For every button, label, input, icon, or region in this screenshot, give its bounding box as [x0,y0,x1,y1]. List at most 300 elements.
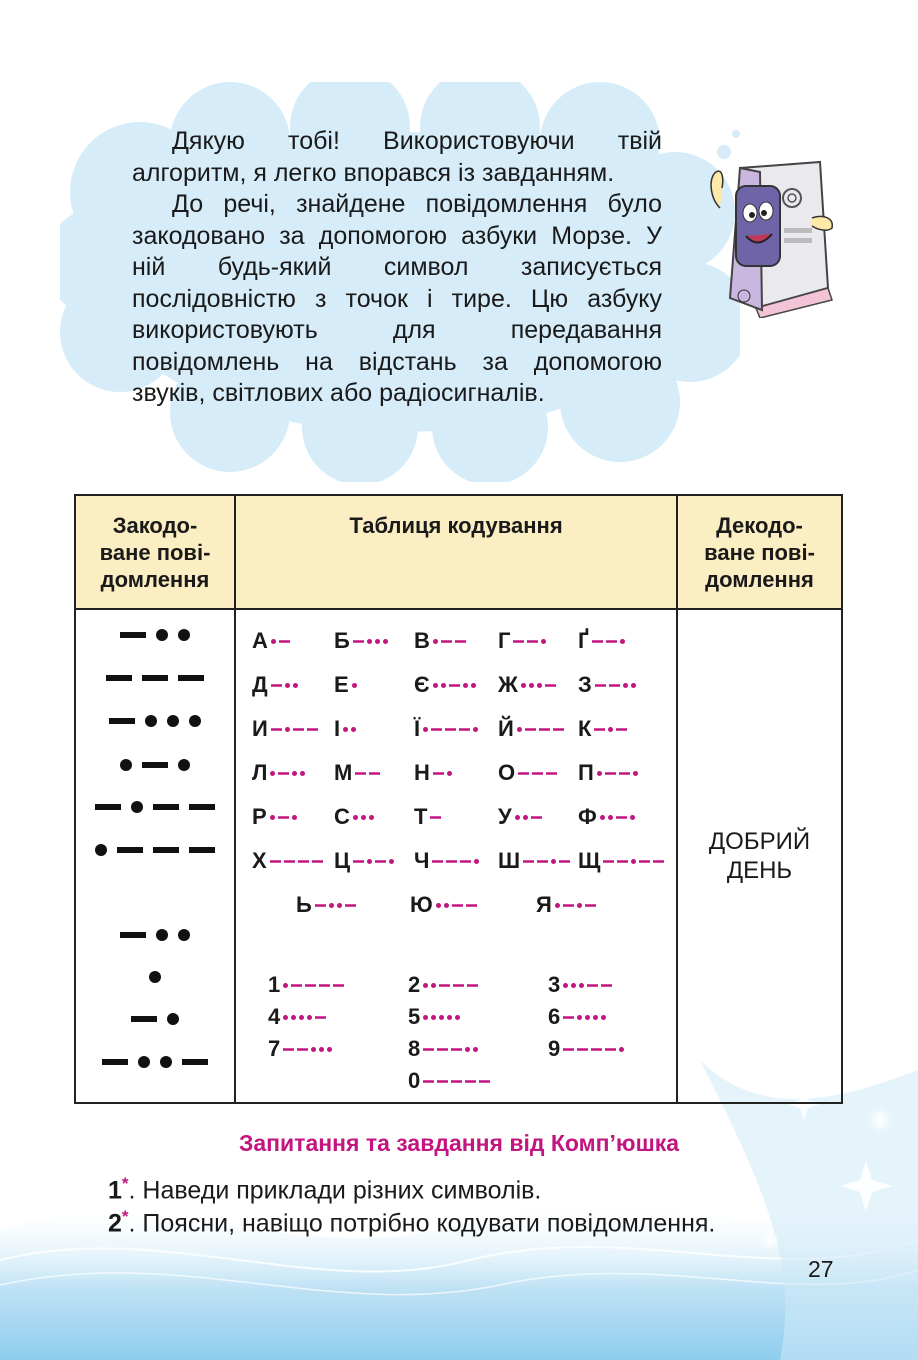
morse-code-marks [149,970,161,984]
symbol-label: Ї [414,716,421,741]
morse-dash [465,1080,476,1083]
letter-code [578,626,625,656]
symbol-label: 3 [548,972,561,997]
morse-dash [333,984,344,987]
letter-code [578,802,635,832]
symbol-label: Й [498,716,514,741]
morse-dash [563,1016,574,1019]
letter-code [498,670,556,700]
symbol-label: Р [252,804,267,829]
morse-dash [423,1080,434,1083]
morse-code-marks [120,628,190,642]
morse-dot [619,1047,624,1052]
morse-dot [285,683,290,688]
morse-dot [447,771,452,776]
morse-code-marks [353,814,374,821]
morse-dot [351,727,356,732]
morse-dash [284,860,295,863]
morse-dot [160,1056,172,1068]
morse-dash [525,728,536,731]
morse-dot [431,1015,436,1020]
symbol-label: 6 [548,1004,561,1029]
letter-code [498,758,557,788]
encoded-symbol [76,843,234,873]
morse-code-marks [270,814,297,821]
letter-code [410,890,477,920]
morse-dash [616,728,627,731]
morse-code-marks [120,758,190,772]
morse-dot [369,815,374,820]
morse-dot [608,815,613,820]
symbol-label: Ь [296,892,312,917]
morse-dot [455,1015,460,1020]
morse-code-marks [423,726,478,733]
morse-dot [563,983,568,988]
morse-dash [639,860,650,863]
morse-code-marks [102,1055,208,1069]
morse-dot [283,1015,288,1020]
morse-dash [459,728,470,731]
question-number: 2 [108,1209,122,1238]
letter-code [536,890,596,920]
morse-dash [117,847,143,853]
morse-dash [653,860,664,863]
symbol-label: Ч [414,848,430,873]
morse-dot [375,639,380,644]
symbol-label: П [578,760,594,785]
morse-dot [537,683,542,688]
morse-dash [513,640,524,643]
morse-code-marks [592,638,625,645]
header-decoded-line: домлення [705,567,814,592]
morse-dash [437,1048,448,1051]
morse-dot [523,815,528,820]
morse-dot [361,815,366,820]
morse-dash [537,860,548,863]
morse-dot [433,639,438,644]
morse-dot [474,859,479,864]
morse-dot [601,1015,606,1020]
morse-dash [432,860,443,863]
morse-code-marks [423,1046,478,1053]
morse-dash [559,860,570,863]
morse-code-marks [436,902,477,909]
morse-dot [433,683,438,688]
symbol-label: У [498,804,512,829]
morse-dot [307,1015,312,1020]
morse-code-marks [353,638,388,645]
digit-code [268,970,344,1000]
morse-code-marks [95,800,215,814]
encoded-symbol [76,800,234,830]
letter-code [252,758,305,788]
morse-dash [270,860,281,863]
morse-dash [445,728,456,731]
encoded-symbol [76,1012,234,1042]
symbol-label: Н [414,760,430,785]
morse-dot [439,1015,444,1020]
decoded-message-cell [677,609,842,1103]
morse-dash [467,984,478,987]
morse-dash [553,728,564,731]
computer-mascot-icon [700,158,840,318]
morse-dot [444,903,449,908]
morse-code-marks [423,982,478,989]
morse-dash [120,632,146,638]
morse-dash [451,1080,462,1083]
morse-dash [102,1059,128,1065]
morse-code-marks [517,726,564,733]
symbol-label: Ю [410,892,433,917]
symbol-label: О [498,760,516,785]
digit-code [408,1066,490,1096]
morse-dash [319,984,330,987]
morse-dot [465,1047,470,1052]
morse-dot [555,903,560,908]
morse-dash [439,984,450,987]
page-number: 27 [808,1256,834,1282]
symbol-label: Ж [498,672,518,697]
letter-code [334,846,394,876]
morse-dash [585,904,596,907]
morse-dot [551,859,556,864]
symbol-label: 8 [408,1036,421,1061]
morse-dash [453,984,464,987]
symbol-label: С [334,804,350,829]
encoded-symbol [76,758,234,788]
decoded-line-2: ДЕНЬ [726,857,793,884]
morse-dot [270,815,275,820]
morse-dash [619,772,630,775]
letter-code [414,626,466,656]
morse-dash [523,860,534,863]
morse-dash [271,728,282,731]
morse-code-marks [315,902,356,909]
question-1 [108,1174,541,1205]
morse-dash [278,772,289,775]
morse-code-marks [423,1078,490,1085]
morse-dash [430,816,441,819]
morse-dash [355,772,366,775]
morse-dash [451,1048,462,1051]
letter-code [578,714,627,744]
morse-code-marks [555,902,596,909]
morse-dot [423,1015,428,1020]
morse-dot [631,859,636,864]
morse-dot [473,727,478,732]
letter-code [578,670,636,700]
morse-code-marks [95,843,215,857]
morse-code-marks [513,638,546,645]
morse-dot [293,683,298,688]
morse-dot [178,929,190,941]
morse-dash [345,904,356,907]
header-decoded-line: ване пові- [704,540,815,565]
header-encoded-line: ване пові- [99,540,211,565]
letter-code [414,846,479,876]
letter-code [498,626,546,656]
morse-code-marks [283,982,344,989]
morse-dot [291,1015,296,1020]
morse-dash [595,684,606,687]
morse-dash [375,860,386,863]
morse-dot [337,903,342,908]
symbol-label: Т [414,804,428,829]
morse-dash [109,718,135,724]
morse-code-marks [594,726,627,733]
morse-dash [312,860,323,863]
morse-dash [449,684,460,687]
letter-code [334,670,357,700]
morse-dash [106,675,132,681]
morse-dash [532,772,543,775]
letter-code [498,802,542,832]
morse-code-marks [352,682,357,689]
morse-dash [189,847,215,853]
symbol-label: А [252,628,268,653]
morse-dash [601,984,612,987]
morse-code-marks [283,1046,332,1053]
letter-code [334,758,380,788]
morse-dot [623,683,628,688]
morse-code-marks [120,928,190,942]
morse-dash [120,932,146,938]
morse-dot [156,629,168,641]
morse-dash [279,640,290,643]
speech-paragraph-1: Дякую тобі! Використовуючи твій алгоритм, я легко впорався із завданням. [132,127,662,187]
morse-dot [271,639,276,644]
morse-dash [189,804,215,810]
morse-dash [617,860,628,863]
question-1-text [129,1176,542,1204]
digit-code [268,1002,326,1032]
morse-dot [367,639,372,644]
letter-code [252,846,323,876]
morse-dot [471,683,476,688]
morse-dash [131,1016,157,1022]
header-decoded-line: Декодо- [716,513,803,538]
symbol-label: 5 [408,1004,421,1029]
morse-code-marks [270,858,323,865]
morse-code-marks [432,858,479,865]
morse-dash [545,684,556,687]
morse-dash [606,640,617,643]
symbol-label: Є [414,672,430,697]
morse-dot [441,683,446,688]
morse-dash [291,984,302,987]
morse-dot [300,771,305,776]
morse-dot [473,1047,478,1052]
morse-code-marks [353,858,394,865]
morse-dot [167,1013,179,1025]
morse-dot [423,727,428,732]
morse-dot [178,759,190,771]
morse-dash [315,1016,326,1019]
morse-dash [616,816,627,819]
symbol-label: Л [252,760,268,785]
morse-dot [292,815,297,820]
morse-dash [592,640,603,643]
symbol-label: М [334,760,353,785]
coding-table-cell [235,609,677,1103]
morse-dot [270,771,275,776]
morse-dash [353,640,364,643]
morse-code-marks [271,682,298,689]
morse-dot [367,859,372,864]
morse-dash [452,904,463,907]
header-encoded-line: Закодо- [112,513,198,538]
morse-dash [431,728,442,731]
morse-dot [299,1015,304,1020]
morse-dot [447,1015,452,1020]
morse-dash [283,1048,294,1051]
morse-code-marks [433,638,466,645]
morse-dot [145,715,157,727]
morse-dash [305,984,316,987]
morse-dash [437,1080,448,1083]
morse-dot [630,815,635,820]
morse-dot [343,727,348,732]
morse-code-marks [106,671,204,685]
morse-code-marks [521,682,556,689]
morse-dot [319,1047,324,1052]
morse-dot [353,815,358,820]
morse-dash [142,762,168,768]
morse-code-marks [355,770,380,777]
morse-dash [297,1048,308,1051]
morse-code-marks [109,714,201,728]
morse-dot [541,639,546,644]
morse-dash [271,684,282,687]
morse-dash [460,860,471,863]
morse-dash [455,640,466,643]
morse-dot [120,759,132,771]
morse-dash [609,684,620,687]
morse-dot [521,683,526,688]
symbol-label: Ц [334,848,351,873]
question-number: 1 [108,1176,122,1205]
morse-dash [577,1048,588,1051]
morse-code-marks [283,1014,326,1021]
morse-dash [605,772,616,775]
symbol-label: 4 [268,1004,281,1029]
symbol-label: Х [252,848,267,873]
speech-text [132,126,662,410]
digit-code [548,1002,606,1032]
question-text: . Наведи приклади різних символів. [128,1176,542,1205]
encoded-symbol [76,970,234,1000]
morse-dot [189,715,201,727]
header-coding-table-label: Таблиця кодування [349,513,563,538]
morse-code-marks [597,770,638,777]
header-coding-table [235,495,677,609]
morse-dot [577,1015,582,1020]
letter-code [334,714,356,744]
symbol-label: Б [334,628,350,653]
symbol-label: І [334,716,341,741]
digit-code [408,1034,478,1064]
morse-dot [327,1047,332,1052]
digit-code [268,1034,332,1064]
morse-dot [329,903,334,908]
morse-code-marks [595,682,636,689]
digit-code [408,1002,460,1032]
morse-code-marks [515,814,542,821]
encoded-symbol [76,628,234,658]
symbol-label: Е [334,672,349,697]
symbol-label: 2 [408,972,421,997]
morse-dash [539,728,550,731]
symbol-label: З [578,672,592,697]
questions-title: Запитання та завдання від Комп’юшка [238,1130,680,1156]
digit-code [548,1034,624,1064]
encoded-message-cell [75,609,235,1103]
question-text: . Поясни, навіщо потрібно кодувати повідомлення. [128,1209,716,1238]
morse-dot [577,903,582,908]
morse-dash [178,675,204,681]
letter-code [414,802,441,832]
letter-code [414,670,476,700]
morse-dash [298,860,309,863]
morse-dot [463,683,468,688]
symbol-label: Д [252,672,268,697]
encoded-symbol [76,714,234,744]
morse-dot [517,727,522,732]
morse-code-marks [563,1046,624,1053]
speech-paragraph-2: До речі, знайдене повідомлення було закодовано за допомогою азбуки Морзе. У ній будь-який символ записується послідовністю з точок і тире. Цю азбуку використовують для передавання повідомлень на відстань за допомогою звуків, світлових або радіосигналів. [132,190,662,407]
morse-dash [563,1048,574,1051]
morse-dot [178,629,190,641]
symbol-label: Ш [498,848,521,873]
letter-code [296,890,356,920]
morse-dot [529,683,534,688]
morse-dash [95,804,121,810]
morse-dot [389,859,394,864]
morse-dash [466,904,477,907]
morse-dash [605,1048,616,1051]
letter-code [498,846,570,876]
morse-dot [633,771,638,776]
morse-dot [436,903,441,908]
morse-dash [546,772,557,775]
morse-dash [153,804,179,810]
morse-dot [131,801,143,813]
morse-code-marks [271,726,318,733]
morse-code-marks [433,682,476,689]
morse-code-marks [131,1012,179,1026]
symbol-label: К [578,716,592,741]
letter-code [252,626,290,656]
morse-dash [278,816,289,819]
morse-dot [285,727,290,732]
morse-dot [515,815,520,820]
morse-dash [441,640,452,643]
morse-dot [579,983,584,988]
morse-dot [423,983,428,988]
morse-dot [167,715,179,727]
morse-dot [571,983,576,988]
symbol-label: Г [498,628,511,653]
morse-dash [594,728,605,731]
morse-dash [531,816,542,819]
morse-code-table [74,494,843,1104]
symbol-label: И [252,716,268,741]
header-encoded-line: домлення [100,567,210,592]
symbol-label: В [414,628,430,653]
encoded-symbol [76,928,234,958]
morse-dot [156,929,168,941]
letter-code [414,714,478,744]
